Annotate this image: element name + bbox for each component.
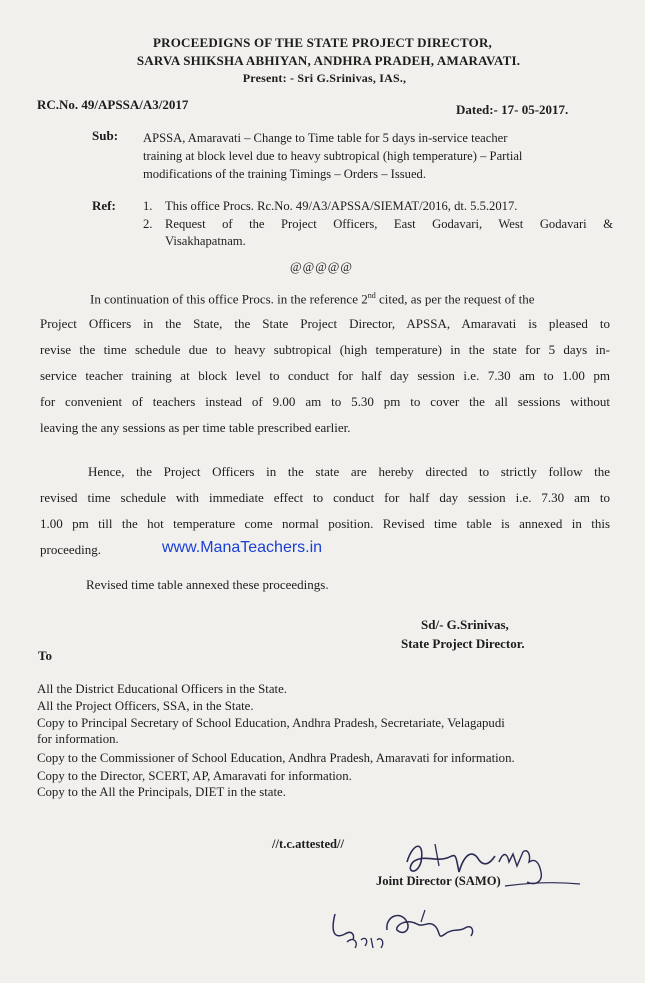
reference-item-2-line-1: Request of the Project Officers, East Godavari, West Godavari & xyxy=(165,217,613,231)
reference-num-1: 1. xyxy=(143,199,153,213)
signatory-title: State Project Director. xyxy=(401,636,525,651)
subject-text xyxy=(143,129,522,183)
para2-line: revised time schedule with immediate effect to conduct for half day session i.e. 7.30 am to xyxy=(40,490,610,505)
para2-line: Hence, the Project Officers in the state are hereby directed to strictly follow the xyxy=(88,464,610,479)
para1-body xyxy=(40,311,610,441)
watermark-link[interactable]: www.ManaTeachers.in xyxy=(162,539,323,556)
distribution-item: All the Project Officers, SSA, in the State. xyxy=(37,699,254,713)
reference-item-2-line-2: Visakhapatnam. xyxy=(165,234,246,248)
to-label: To xyxy=(38,648,52,663)
dated: Dated:- 17- 05-2017. xyxy=(456,102,569,117)
para1-line: leaving the any sessions as per time table prescribed earlier. xyxy=(40,420,351,435)
subject-line: training at block level due to heavy subtropical (high temperature) – Partial xyxy=(143,149,523,163)
ref-number: RC.No. 49/APSSA/A3/2017 xyxy=(37,97,189,112)
para1-line-1 xyxy=(90,291,535,307)
para1-line-1a: In continuation of this office Procs. in the reference 2 xyxy=(90,291,368,307)
para1-line: for convenient of teachers instead of 9.00 am to 5.30 pm to cover the all sessions without xyxy=(40,394,610,409)
para1-line: service teacher training at block level to conduct for half day session i.e. 7.30 am to 1.00 pm xyxy=(40,368,610,383)
distribution-item: Copy to the All the Principals, DIET in the state. xyxy=(37,785,286,799)
para2-line: proceeding. xyxy=(40,542,102,557)
header-line-2: SARVA SHIKSHA ABHIYAN, ANDHRA PRADEH, AMARAVATI. xyxy=(136,53,521,68)
para1-line-1b: cited, as per the request of the xyxy=(375,291,535,307)
header-line-3: Present: - Sri G.Srinivas, IAS., xyxy=(242,71,407,85)
para1-line: Project Officers in the State, the State Project Director, APSSA, Amaravati is pleased to xyxy=(40,316,610,331)
subject-label: Sub: xyxy=(92,128,119,143)
reference-label: Ref: xyxy=(92,198,116,213)
para1-superscript: nd xyxy=(367,291,376,300)
reference-num-2: 2. xyxy=(143,217,153,231)
signatory-name: Sd/- G.Srinivas, xyxy=(421,617,509,632)
handwritten-initials xyxy=(325,900,495,960)
reference-item-1: This office Procs. Rc.No. 49/A3/APSSA/SIEMAT/2016, dt. 5.5.2017. xyxy=(165,199,518,213)
distribution-item: All the District Educational Officers in the State. xyxy=(37,682,287,696)
joint-director-title: Joint Director (SAMO) xyxy=(376,874,501,888)
para1-line: revise the time schedule due to heavy subtropical (high temperature) in the state for 5 days in- xyxy=(40,342,610,357)
attested-note: //t.c.attested// xyxy=(272,837,345,851)
distribution-item: Copy to Principal Secretary of School Education, Andhra Pradesh, Secretariate, Velagapudi xyxy=(37,716,505,730)
distribution-item: Copy to the Commissioner of School Education, Andhra Pradesh, Amaravati for information. xyxy=(37,751,515,765)
subject-line: APSSA, Amaravati – Change to Time table for 5 days in-service teacher xyxy=(143,131,508,145)
annex-note: Revised time table annexed these proceedings. xyxy=(86,577,329,592)
separator: @@@@@ xyxy=(290,260,353,274)
header-line-1: PROCEEDIGNS OF THE STATE PROJECT DIRECTOR, xyxy=(152,35,492,50)
para2-line: 1.00 pm till the hot temperature come normal position. Revised time table is annexed in this xyxy=(40,516,610,531)
distribution-item: for information. xyxy=(37,732,119,746)
subject-line: modifications of the training Timings – Orders – Issued. xyxy=(143,167,426,181)
distribution-item: Copy to the Director, SCERT, AP, Amaravati for information. xyxy=(37,769,352,783)
para2-body xyxy=(40,459,610,563)
